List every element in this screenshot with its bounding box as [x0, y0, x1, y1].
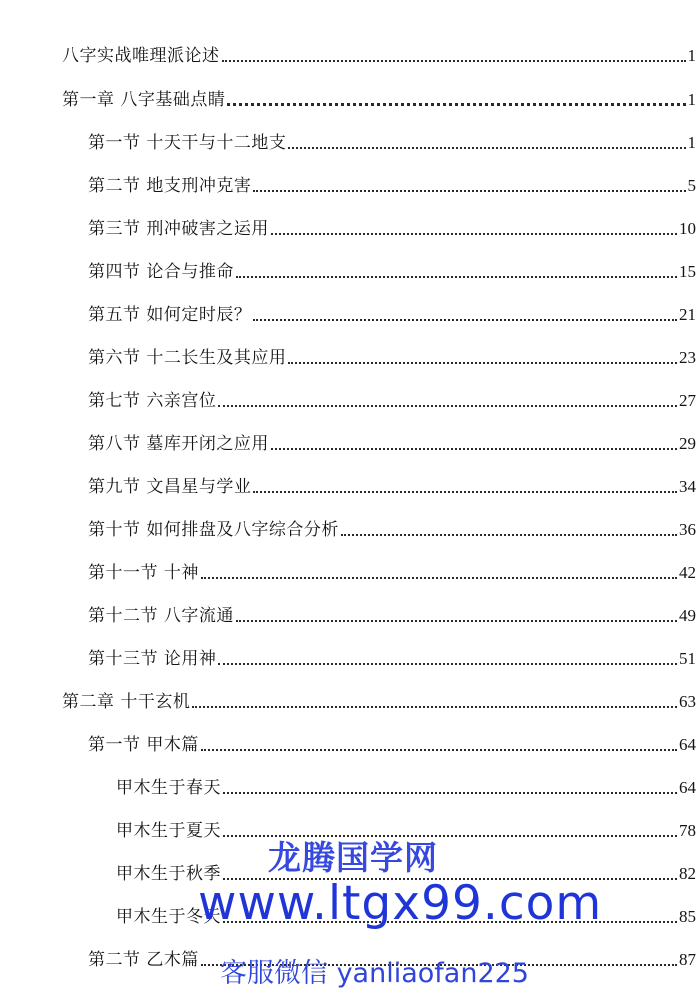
toc-entry-page: 36: [679, 520, 696, 539]
toc-entry-title: 第一节 十天干与十二地支: [88, 133, 287, 153]
toc-entry: [88, 299, 696, 325]
toc-entry-page: 49: [679, 606, 696, 625]
toc-entry-page: 42: [679, 563, 696, 582]
toc-entry: [88, 729, 696, 755]
toc-entry-page: 87: [679, 950, 696, 969]
dot-leader: [253, 190, 685, 192]
toc-entry: [88, 471, 696, 497]
toc-entry: [62, 40, 696, 66]
dot-leader: [253, 491, 677, 493]
toc-entry: [88, 643, 696, 669]
toc-entry: [62, 686, 696, 712]
toc-entry-page: 5: [687, 176, 696, 195]
toc-entry-title: 甲木生于冬天: [116, 907, 221, 927]
dot-leader: [201, 577, 677, 579]
toc-entry-title: 第一章 八字基础点睛: [62, 90, 226, 110]
dot-leader: [271, 448, 677, 450]
toc-entry-title: 第五节 如何定时辰？: [88, 305, 252, 325]
toc-entry-title: 第八节 墓库开闭之应用: [88, 434, 269, 454]
toc-entry-page: 21: [679, 305, 696, 324]
toc-entry-title: 第四节 论合与推命: [88, 262, 234, 282]
toc-entry-title: 甲木生于秋季: [116, 864, 221, 884]
dot-leader: [227, 103, 685, 106]
toc-entry-title: 第二节 乙木篇: [88, 950, 199, 970]
dot-leader: [223, 792, 677, 794]
toc-entry-title: 第六节 十二长生及其应用: [88, 348, 287, 368]
toc-entry-title: 第九节 文昌星与学业: [88, 477, 252, 497]
dot-leader: [218, 663, 677, 665]
dot-leader: [236, 276, 677, 278]
dot-leader: [236, 620, 677, 622]
dot-leader: [288, 147, 685, 149]
toc-entry: [88, 600, 696, 626]
toc-entry-title: 第十一节 十神: [88, 563, 199, 583]
watermark-contact: 客服微信 yanliaofan225: [220, 958, 529, 989]
toc-entry-page: 64: [679, 778, 696, 797]
toc-entry: [88, 385, 696, 411]
dot-leader: [192, 706, 677, 708]
toc-entry-title: 甲木生于春天: [116, 778, 221, 798]
toc-entry-title: 第七节 六亲宫位: [88, 391, 217, 411]
toc-entry-page: 29: [679, 434, 696, 453]
toc-entry: [62, 84, 696, 110]
dot-leader: [222, 60, 686, 62]
toc-entry: [88, 213, 696, 239]
toc-entry-page: 1: [687, 133, 696, 152]
toc-entry-title: 甲木生于夏天: [116, 821, 221, 841]
dot-leader: [253, 319, 677, 321]
toc-entry-page: 82: [679, 864, 696, 883]
toc-entry: [88, 170, 696, 196]
dot-leader: [218, 405, 677, 407]
dot-leader: [271, 233, 677, 235]
toc-entry-title: 第十三节 论用神: [88, 649, 217, 669]
toc-entry-page: 78: [679, 821, 696, 840]
toc-entry-page: 85: [679, 907, 696, 926]
watermark-url: www.ltgx99.com: [198, 876, 603, 931]
toc-entry-title: 第十节 如何排盘及八字综合分析: [88, 520, 339, 540]
watermark-site-name: 龙腾国学网: [268, 838, 438, 877]
toc-entry-page: 63: [679, 692, 696, 711]
toc-entry-page: 23: [679, 348, 696, 367]
toc-entry-title: 第一节 甲木篇: [88, 735, 199, 755]
toc-entry-page: 1: [687, 90, 696, 109]
toc-entry-page: 10: [679, 219, 696, 238]
toc-entry: [88, 514, 696, 540]
dot-leader: [201, 749, 677, 751]
toc-entry-title: 八字实战唯理派论述: [62, 46, 220, 66]
toc-entry-title: 第十二节 八字流通: [88, 606, 234, 626]
dot-leader: [288, 362, 677, 364]
toc-entry: [116, 772, 696, 798]
toc-entry: [88, 342, 696, 368]
toc-entry: [88, 428, 696, 454]
toc-entry: [88, 256, 696, 282]
toc-entry-page: 51: [679, 649, 696, 668]
toc-entry-page: 1: [687, 46, 696, 65]
toc-entry-title: 第二章 十干玄机: [62, 692, 191, 712]
dot-leader: [341, 534, 677, 536]
toc-entry: [88, 557, 696, 583]
toc-entry-title: 第三节 刑冲破害之运用: [88, 219, 269, 239]
toc-entry: [88, 127, 696, 153]
toc-entry-title: 第二节 地支刑冲克害: [88, 176, 252, 196]
toc-entry-page: 27: [679, 391, 696, 410]
toc-entry-page: 64: [679, 735, 696, 754]
toc-entry-page: 15: [679, 262, 696, 281]
toc-entry-page: 34: [679, 477, 696, 496]
